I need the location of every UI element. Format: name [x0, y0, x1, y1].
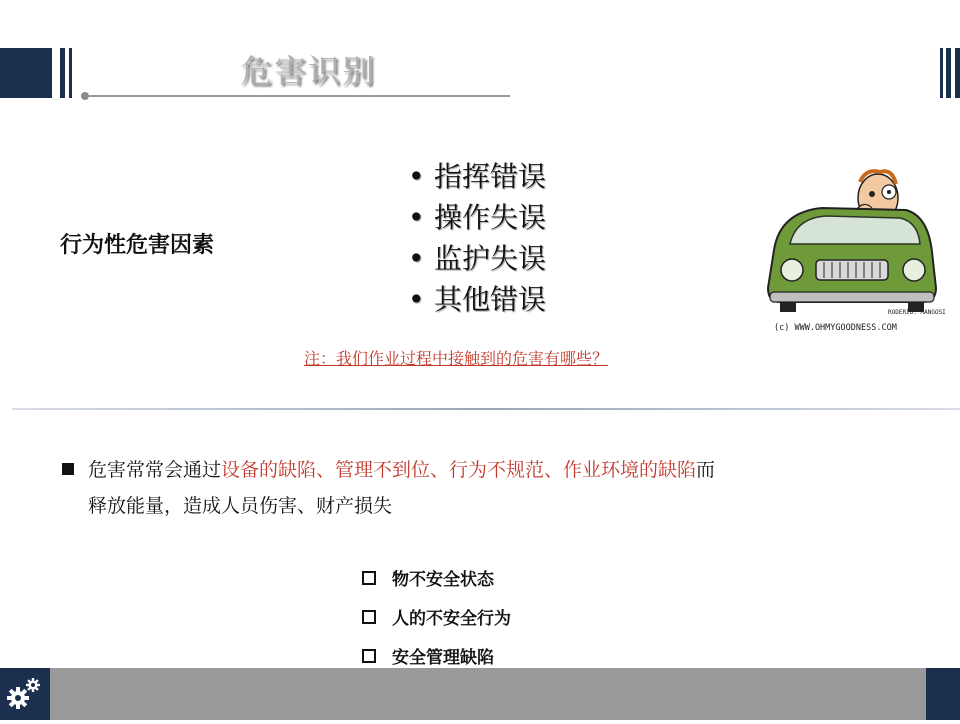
- checkbox-icon: [362, 610, 376, 624]
- bullet-dot-icon: •: [408, 283, 425, 316]
- paragraph-highlight: 设备的缺陷、管理不到位、行为不规范、作业环境的缺陷: [221, 459, 697, 481]
- bullet-dot-icon: •: [408, 242, 425, 275]
- header-left-stripe: [69, 48, 72, 98]
- hazard-checklist: [362, 566, 511, 683]
- list-item-label: 物不安全状态: [392, 570, 494, 590]
- question-note: 注：我们作业过程中接触到的危害有哪些？: [304, 349, 609, 368]
- bullet-dot-icon: •: [408, 160, 425, 193]
- list-item-label: 其他错误: [434, 283, 547, 316]
- footer-left-block: [0, 668, 50, 720]
- header-left-block: [0, 48, 52, 98]
- list-item: [362, 566, 511, 605]
- square-bullet-icon: [62, 463, 74, 475]
- page-title: 危害识别: [240, 52, 377, 90]
- error-bullet-list: [408, 156, 546, 320]
- list-item-label: 安全管理缺陷: [392, 648, 494, 668]
- section-divider: [12, 408, 960, 410]
- list-item-label: 监护失误: [434, 242, 547, 275]
- footer-bar: [0, 668, 960, 720]
- bullet-dot-icon: •: [408, 201, 425, 234]
- car-cartoon-illustration: [760, 160, 946, 340]
- header-left-stripe: [60, 48, 65, 98]
- gears-icon: [0, 668, 50, 720]
- paragraph-prefix: 危害常常会通过: [88, 459, 222, 481]
- list-item: [408, 197, 546, 238]
- cartoon-credit: (c) WWW.OHMYGOODNESS.COM: [774, 323, 897, 333]
- checkbox-icon: [362, 571, 376, 585]
- list-item-label: 操作失误: [434, 201, 547, 234]
- list-item-label: 指挥错误: [434, 160, 547, 193]
- list-item: [408, 156, 546, 197]
- list-item-label: 人的不安全行为: [392, 609, 511, 629]
- list-item: [362, 605, 511, 644]
- title-underline: [88, 95, 510, 97]
- header-right-block: [955, 48, 960, 98]
- paragraph-line2: 释放能量，造成人员伤害、财产损失: [88, 495, 393, 517]
- hazard-paragraph: [62, 452, 902, 524]
- section-label: 行为性危害因素: [60, 232, 215, 258]
- header-right-stripe: [940, 48, 943, 98]
- cartoon-signature: RODERIO. MANGOSI: [888, 309, 946, 316]
- paragraph-suffix: 而: [696, 459, 716, 481]
- footer-right-block: [926, 668, 960, 720]
- list-item: [408, 238, 546, 279]
- list-item: [408, 279, 546, 320]
- header-right-stripe: [946, 48, 951, 98]
- checkbox-icon: [362, 649, 376, 663]
